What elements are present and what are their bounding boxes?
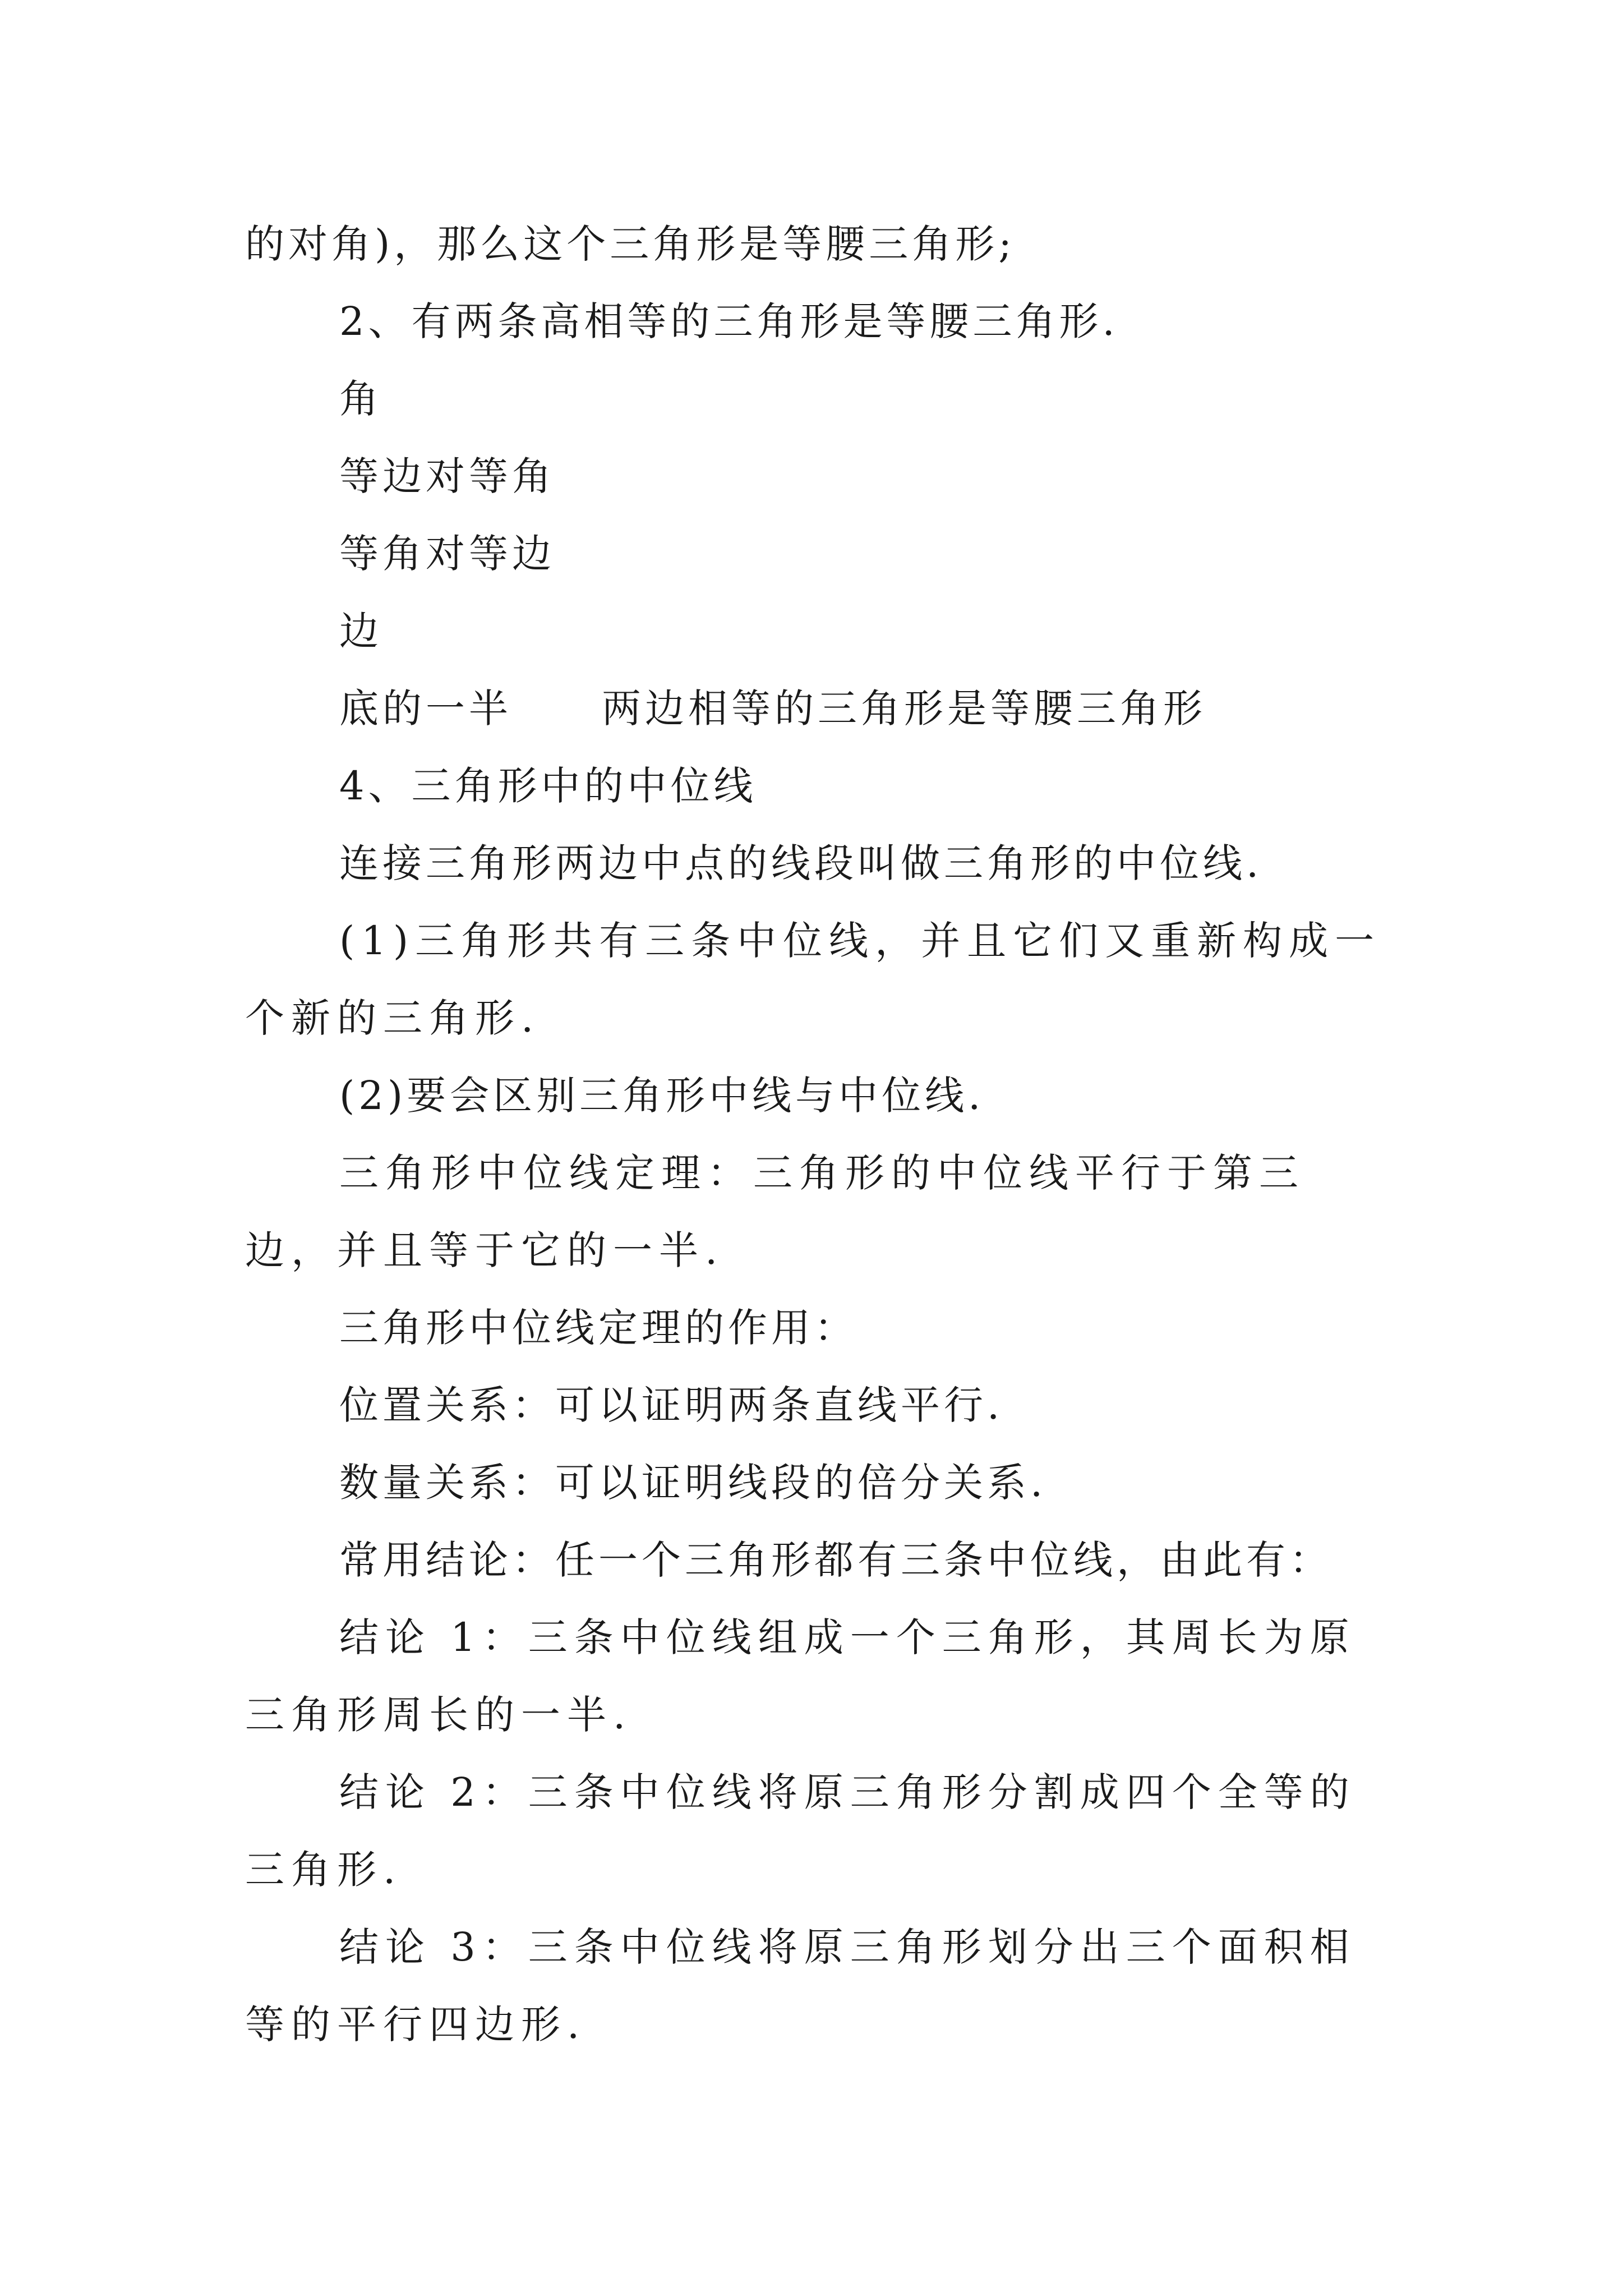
theorem-use-title: 三角形中位线定理的作用： xyxy=(339,1305,857,1351)
table-row xyxy=(245,670,1391,747)
common-conclusion: 常用结论：任一个三角形都有三条中位线，由此有： xyxy=(339,1537,1332,1583)
text-line: 等边对等角 xyxy=(339,453,555,499)
conclusion-1: 结论 1：三条中位线组成一个三角形，其周长为原三角形周长的一半. xyxy=(245,1614,1356,1738)
table-cell-left: 底的一半 xyxy=(339,685,512,731)
quantity-relation: 数量关系：可以证明线段的倍分关系. xyxy=(339,1460,1047,1506)
conclusion-2: 结论 2：三条中位线将原三角形分割成四个全等的三角形. xyxy=(245,1769,1356,1893)
point-1: (1)三角形共有三条中位线，并且它们又重新构成一个新的三角形. xyxy=(245,918,1381,1041)
text-line: 角 xyxy=(339,376,382,422)
position-relation: 位置关系：可以证明两条直线平行. xyxy=(339,1382,1004,1428)
text-line: 2、有两条高相等的三角形是等腰三角形. xyxy=(339,298,1119,344)
theorem-text: 三角形中位线定理：三角形的中位线平行于第三边，并且等于它的一半. xyxy=(245,1150,1305,1273)
section-title: 4、三角形中的中位线 xyxy=(339,763,757,809)
text-line: 的对角)，那么这个三角形是等腰三角形; xyxy=(245,221,1016,267)
definition-text: 连接三角形两边中点的线段叫做三角形的中位线. xyxy=(339,840,1263,886)
text-line: 等角对等边 xyxy=(339,531,555,577)
point-2: (2)要会区别三角形中线与中位线. xyxy=(339,1073,985,1119)
document-body xyxy=(245,205,1391,2063)
text-line: 边 xyxy=(339,608,382,654)
table-cell-right: 两边相等的三角形是等腰三角形 xyxy=(602,685,1206,731)
conclusion-3: 结论 3：三条中位线将原三角形划分出三个面积相等的平行四边形. xyxy=(245,1924,1356,2047)
